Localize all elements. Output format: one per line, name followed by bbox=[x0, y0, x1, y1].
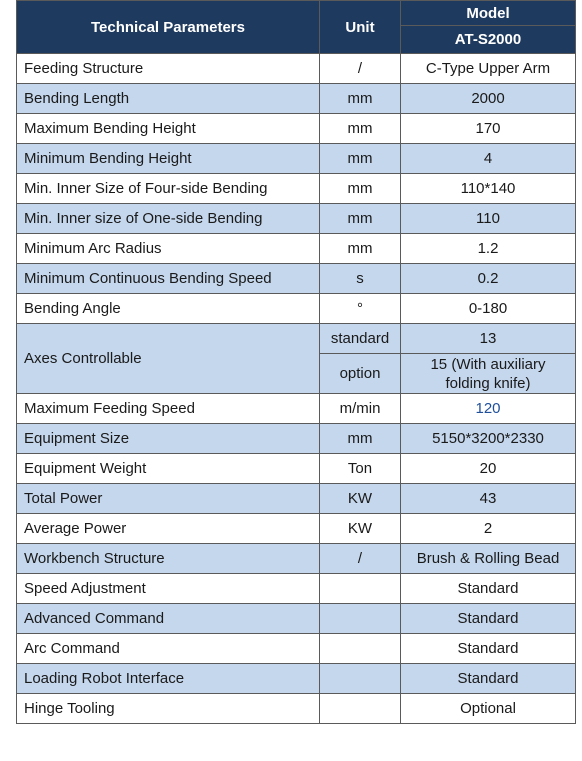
unit-cell: / bbox=[320, 544, 401, 574]
value-cell: 5150*3200*2330 bbox=[401, 424, 576, 454]
value-cell: 4 bbox=[401, 144, 576, 174]
specifications-table bbox=[16, 0, 576, 724]
value-cell: Standard bbox=[401, 604, 576, 634]
unit-cell: mm bbox=[320, 114, 401, 144]
table-row-axes-standard bbox=[17, 324, 576, 354]
unit-cell: Ton bbox=[320, 454, 401, 484]
unit-cell: KW bbox=[320, 484, 401, 514]
value-cell: 2000 bbox=[401, 84, 576, 114]
table-header-row bbox=[17, 1, 576, 26]
unit-cell: mm bbox=[320, 144, 401, 174]
header-unit: Unit bbox=[320, 1, 401, 54]
value-cell: 43 bbox=[401, 484, 576, 514]
table-row bbox=[17, 604, 576, 634]
unit-cell: mm bbox=[320, 234, 401, 264]
param-cell: Feeding Structure bbox=[17, 54, 320, 84]
value-cell: 1.2 bbox=[401, 234, 576, 264]
value-cell: 0.2 bbox=[401, 264, 576, 294]
value-cell: Brush & Rolling Bead bbox=[401, 544, 576, 574]
param-cell: Maximum Bending Height bbox=[17, 114, 320, 144]
param-cell: Hinge Tooling bbox=[17, 694, 320, 724]
value-cell: 170 bbox=[401, 114, 576, 144]
value-cell: Standard bbox=[401, 664, 576, 694]
param-cell: Min. Inner Size of Four-side Bending bbox=[17, 174, 320, 204]
table-row bbox=[17, 454, 576, 484]
table-row bbox=[17, 174, 576, 204]
unit-cell: mm bbox=[320, 424, 401, 454]
unit-cell: mm bbox=[320, 174, 401, 204]
value-line: folding knife) bbox=[445, 374, 531, 392]
param-cell: Speed Adjustment bbox=[17, 574, 320, 604]
param-cell: Advanced Command bbox=[17, 604, 320, 634]
param-cell: Min. Inner size of One-side Bending bbox=[17, 204, 320, 234]
unit-cell bbox=[320, 634, 401, 664]
table-row bbox=[17, 484, 576, 514]
param-cell: Minimum Bending Height bbox=[17, 144, 320, 174]
table-row bbox=[17, 114, 576, 144]
table-row bbox=[17, 54, 576, 84]
value-line: 15 (With auxiliary bbox=[430, 355, 546, 373]
table-row bbox=[17, 294, 576, 324]
table-row bbox=[17, 514, 576, 544]
table-row bbox=[17, 234, 576, 264]
unit-cell: / bbox=[320, 54, 401, 84]
value-cell: Standard bbox=[401, 574, 576, 604]
param-cell: Minimum Continuous Bending Speed bbox=[17, 264, 320, 294]
param-cell: Bending Length bbox=[17, 84, 320, 114]
param-cell: Maximum Feeding Speed bbox=[17, 394, 320, 424]
value-cell: 120 bbox=[401, 394, 576, 424]
unit-cell: standard bbox=[320, 324, 401, 354]
unit-cell: m/min bbox=[320, 394, 401, 424]
value-cell: C-Type Upper Arm bbox=[401, 54, 576, 84]
unit-cell bbox=[320, 694, 401, 724]
unit-cell: mm bbox=[320, 204, 401, 234]
unit-cell: mm bbox=[320, 84, 401, 114]
header-model: Model bbox=[401, 1, 576, 26]
table-row bbox=[17, 264, 576, 294]
header-technical-parameters: Technical Parameters bbox=[17, 1, 320, 54]
param-cell: Loading Robot Interface bbox=[17, 664, 320, 694]
value-cell: Standard bbox=[401, 634, 576, 664]
header-model-name: AT-S2000 bbox=[401, 26, 576, 54]
param-cell: Equipment Size bbox=[17, 424, 320, 454]
table-row bbox=[17, 84, 576, 114]
unit-cell bbox=[320, 604, 401, 634]
table-row bbox=[17, 574, 576, 604]
table-row bbox=[17, 144, 576, 174]
table-row bbox=[17, 664, 576, 694]
value-cell: 2 bbox=[401, 514, 576, 544]
unit-cell bbox=[320, 574, 401, 604]
table-row bbox=[17, 634, 576, 664]
param-cell-axes: Axes Controllable bbox=[17, 324, 320, 394]
value-cell: 0-180 bbox=[401, 294, 576, 324]
value-cell: Optional bbox=[401, 694, 576, 724]
value-cell: 110 bbox=[401, 204, 576, 234]
unit-cell: KW bbox=[320, 514, 401, 544]
param-cell: Arc Command bbox=[17, 634, 320, 664]
table-row bbox=[17, 424, 576, 454]
value-cell-multiline bbox=[401, 354, 576, 394]
table-row bbox=[17, 544, 576, 574]
unit-cell: option bbox=[320, 354, 401, 394]
table-row bbox=[17, 694, 576, 724]
param-cell: Average Power bbox=[17, 514, 320, 544]
unit-cell bbox=[320, 664, 401, 694]
param-cell: Bending Angle bbox=[17, 294, 320, 324]
value-cell: 20 bbox=[401, 454, 576, 484]
param-cell: Workbench Structure bbox=[17, 544, 320, 574]
param-cell: Total Power bbox=[17, 484, 320, 514]
table-row bbox=[17, 394, 576, 424]
value-cell: 13 bbox=[401, 324, 576, 354]
table-row bbox=[17, 204, 576, 234]
value-cell: 110*140 bbox=[401, 174, 576, 204]
unit-cell: s bbox=[320, 264, 401, 294]
unit-cell: ° bbox=[320, 294, 401, 324]
param-cell: Equipment Weight bbox=[17, 454, 320, 484]
param-cell: Minimum Arc Radius bbox=[17, 234, 320, 264]
